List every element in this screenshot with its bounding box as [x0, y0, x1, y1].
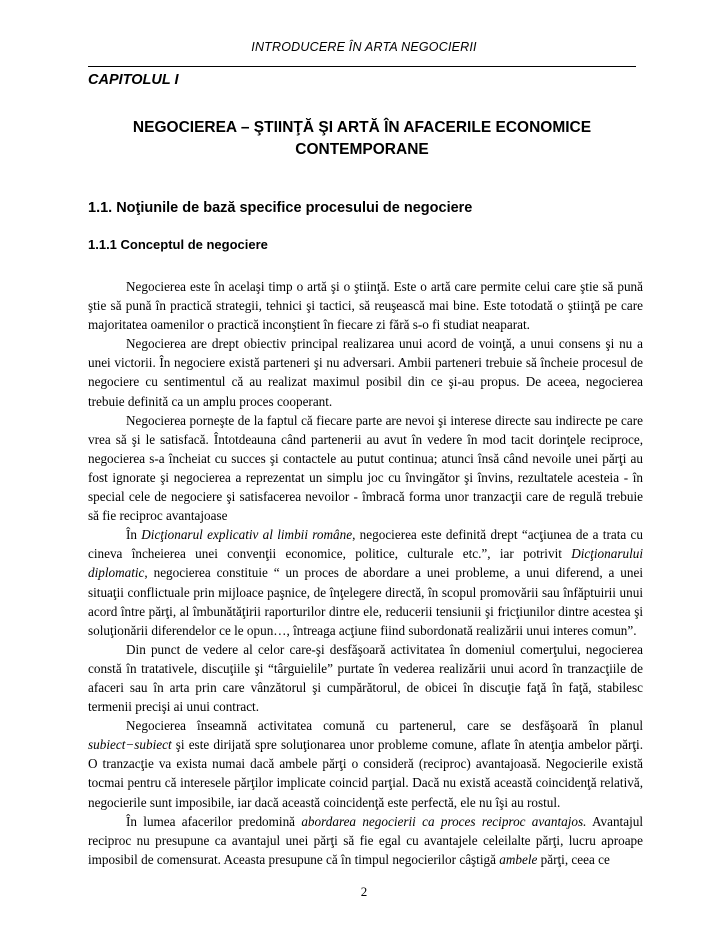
subsection-heading: 1.1.1 Conceptul de negociere	[88, 237, 268, 252]
text-run: Din punct de vedere al celor care-şi desfăşoară activitatea în domeniul comerţului, negocierea constă în tratativele, discuţiile şi “târguielile” purtate în vederea realizării unui acord în tranzacţiile de afaceri sau în arta prin care vânzătorul şi cumpărătorul, de obicei în discuţie faţă în faţă, stabilesc termenii precişi ai unui contract.	[88, 641, 643, 715]
text-run: Negocierea are drept obiectiv principal realizarea unui acord de voinţă, a unui consens şi nu a unei victorii. În negociere există parteneri şi nu adversari. Ambii parteneri trebuie să încheie procesul de negociere cu sentimentul că au realizat maximul posibil din ce şi-au propus. De aceea, negocierea trebuie definită ca un amplu proces cooperant.	[88, 336, 643, 409]
chapter-label: CAPITOLUL I	[88, 72, 179, 88]
body-paragraph	[88, 716, 643, 811]
italic-text-run: subiect−subiect	[88, 737, 172, 753]
body-text	[88, 277, 643, 869]
section-heading: 1.1. Noţiunile de bază specifice procesului de negociere	[88, 200, 473, 216]
italic-text-run: abordarea negocierii ca proces reciproc avantajos.	[301, 813, 587, 829]
body-paragraph	[88, 411, 643, 526]
body-paragraph	[88, 525, 643, 640]
text-run: Negocierea este în acelaşi timp o artă şi o ştiinţă. Este o artă care permite celui care ştie să pună ştie să pună în practică strategii, tehnici şi tactici, să reuşească mai bine. Este totodată o ştiinţă pe care majoritatea oamenilor o practică inconştient în fiecare zi fără s-o fi studiat neaparat.	[88, 279, 643, 333]
header-divider	[88, 66, 636, 67]
body-paragraph	[88, 277, 643, 334]
chapter-title-line-2: CONTEMPORANE	[295, 141, 429, 158]
body-paragraph	[88, 334, 643, 410]
text-run: Negocierea porneşte de la faptul că fiecare parte are nevoi şi interese directe sau indirecte pe care vrea să şi le satisfacă. Întotdeauna când partenerii au avut în vedere în mod tacit dorinţele reciproce, negocierea s-a încheiat cu succes şi contactele au putut continua; atunci însă când nevoile unei părţi au fost ignorate şi negocierea a reprezentat un simplu joc cu învingător şi învins, rezultatele acesteia - în special cele de negociere şi satisfacerea nevoilor - îmbracă forma unor tranzacţii care de regulă trebuie să fie reciproc avantajoase	[88, 412, 643, 524]
text-run: Negocierea înseamnă activitatea comună cu partenerul, care se desfăşoară în planul	[126, 718, 643, 734]
chapter-title	[88, 117, 636, 161]
running-header: INTRODUCERE ÎN ARTA NEGOCIERII	[251, 40, 477, 54]
body-paragraph	[88, 640, 643, 716]
italic-text-run: Dicţionarul explicativ al limbii române	[141, 527, 353, 543]
body-paragraph	[88, 812, 643, 869]
page-number: 2	[360, 884, 368, 899]
chapter-title-line-1: NEGOCIEREA – ŞTIINŢĂ ŞI ARTĂ ÎN AFACERILE ECONOMICE	[132, 119, 592, 136]
text-run: , negocierea constituie “ un proces de abordare a unei probleme, a unui diferend, a unei situaţii conflictuale prin mijloace paşnice, de înţelegere directă, în scopul promovării sau înfăptuirii unui acord între părţi, al îmbunătăţirii raporturilor dintre ele, reducerii tensiunii şi fricţiunilor dintre acestea şi soluţionării diferendelor ce le opun…, întreaga acţiune fiind subordonată realizării unui interes comun”.	[88, 565, 643, 638]
text-run: Avantajul reciproc nu presupune ca avantajul unei părţi să fie egal cu avantajele celeilalte părţi, lucru aproape imposibil de comensurat. Aceasta presupune că în timpul negocierilor câştigă	[88, 813, 643, 867]
italic-text-run: Dicţionarului diplomatic	[88, 546, 643, 581]
italic-text-run: ambele	[499, 851, 538, 867]
text-run: În	[126, 527, 142, 543]
text-run: , negocierea este definită drept “acţiunea de a trata cu cineva încheierea unei convenţii economice, politice, culturale etc.”, iar potrivit	[88, 527, 643, 562]
text-run: părţi, ceea ce	[537, 851, 610, 867]
text-run: şi este dirijată spre soluţionarea unor probleme comune, aflate în atenţia ambelor părţi. O tranzacţie va exista numai dacă ambele părţi o consideră (reciproc) avantajoasă. Negocierile există tocmai pentru că interesele părţilor implicate coincid parţial. Dacă nu există această coincidenţă relativă, negocierile sunt imposibile, iar dacă această coincidenţă este perfectă, ele nu îşi au rostul.	[88, 737, 643, 810]
text-run: În lumea afacerilor predomină	[126, 813, 302, 829]
